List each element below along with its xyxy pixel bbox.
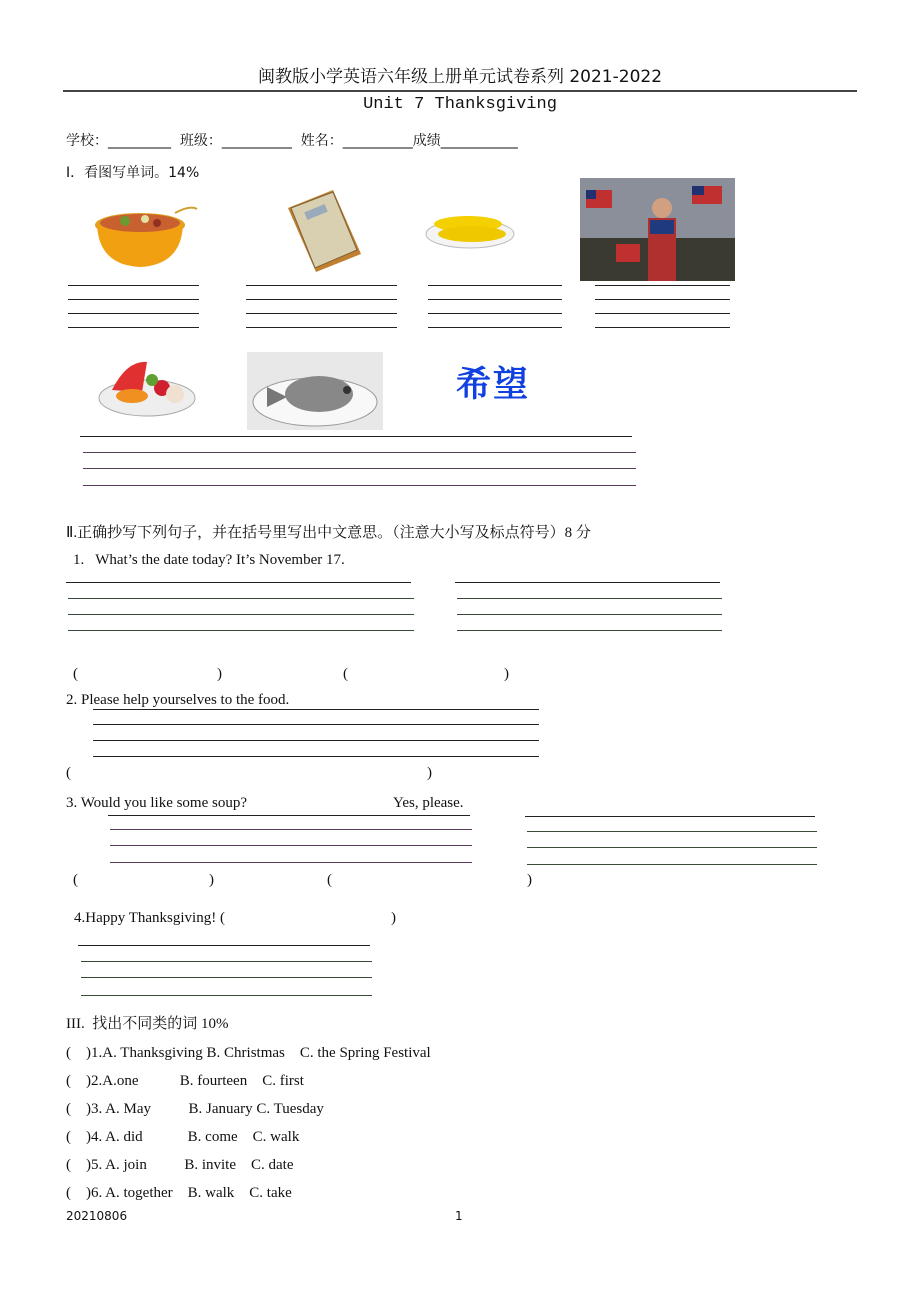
question-2: 2. Please help yourselves to the food. xyxy=(66,692,290,708)
writing-line xyxy=(68,598,414,599)
writing-line xyxy=(83,452,636,453)
hope-characters-image: 希望 xyxy=(456,365,531,405)
writing-line xyxy=(428,313,562,314)
writing-line xyxy=(595,299,730,300)
answer-paren-close: ) xyxy=(527,872,532,888)
writing-line xyxy=(595,313,730,314)
writing-line xyxy=(595,285,730,286)
writing-line xyxy=(68,285,199,286)
writing-line xyxy=(527,847,817,848)
choice-item: ( )3. A. May B. January C. Tuesday xyxy=(66,1101,324,1117)
writing-line xyxy=(81,977,372,978)
question-3: 3. Would you like some soup? xyxy=(66,795,248,811)
writing-line xyxy=(81,961,372,962)
writing-line xyxy=(68,299,199,300)
girl-with-flags-photo xyxy=(580,178,735,281)
writing-line xyxy=(246,313,397,314)
question-1: 1. What’s the date today? It’s November 17. xyxy=(73,552,345,568)
writing-line xyxy=(110,829,472,830)
writing-line xyxy=(93,709,539,710)
writing-line xyxy=(93,756,539,757)
writing-line xyxy=(93,740,539,741)
choice-item: ( )2.A.one B. fourteen C. first xyxy=(66,1073,304,1089)
answer-paren-open: ( xyxy=(343,666,348,682)
choice-item: ( )5. A. join B. invite C. date xyxy=(66,1157,294,1173)
section3-title: III. 找出不同类的词 10% xyxy=(66,1016,229,1032)
writing-line xyxy=(428,327,562,328)
writing-line xyxy=(527,864,817,865)
soup-pot-image xyxy=(85,195,203,273)
writing-line xyxy=(108,815,470,816)
book-image xyxy=(283,188,363,274)
writing-line xyxy=(428,299,562,300)
writing-line xyxy=(457,598,722,599)
footer-code: 20210806 xyxy=(66,1209,128,1223)
writing-line xyxy=(68,327,199,328)
section2-title: Ⅱ.正确抄写下列句子，并在括号里写出中文意思。（注意大小写及标点符号）8 分 xyxy=(66,525,591,541)
fish-plate-image xyxy=(247,352,383,430)
writing-line xyxy=(110,862,472,863)
writing-line xyxy=(93,724,539,725)
writing-line xyxy=(68,630,414,631)
answer-paren-close: ) xyxy=(209,872,214,888)
fruit-plate-image xyxy=(97,350,197,420)
writing-line xyxy=(455,582,720,583)
writing-line xyxy=(595,327,730,328)
unit-title: Unit 7 Thanksgiving xyxy=(363,95,557,114)
choice-item: ( )6. A. together B. walk C. take xyxy=(66,1185,292,1201)
writing-line xyxy=(457,630,722,631)
writing-line xyxy=(246,285,397,286)
answer-paren-open: ( xyxy=(327,872,332,888)
answer-paren-close: ) xyxy=(391,910,396,926)
student-info-line: 学校：_________ 班级：__________ 姓名：__________成绩___________ xyxy=(66,133,518,149)
writing-line xyxy=(68,614,414,615)
writing-line xyxy=(527,831,817,832)
question-3-answer: Yes, please. xyxy=(393,795,464,811)
writing-line xyxy=(81,995,372,996)
answer-paren-close: ) xyxy=(217,666,222,682)
writing-line xyxy=(246,327,397,328)
writing-line xyxy=(78,945,370,946)
writing-line xyxy=(80,436,632,437)
answer-paren-open: ( xyxy=(73,666,78,682)
question-4: 4.Happy Thanksgiving! ( xyxy=(74,910,225,926)
section1-title: Ⅰ．看图写单词。14% xyxy=(66,165,200,181)
answer-paren-open: ( xyxy=(73,872,78,888)
series-title: 闽教版小学英语六年级上册单元试卷系列 2021-2022 xyxy=(257,67,663,87)
writing-line xyxy=(457,614,722,615)
choice-item: ( )1.A. Thanksgiving B. Christmas C. the Spring Festival xyxy=(66,1045,431,1061)
writing-line xyxy=(110,845,472,846)
writing-line xyxy=(83,485,636,486)
writing-line xyxy=(428,285,562,286)
header-rule xyxy=(63,90,857,92)
writing-line xyxy=(525,816,815,817)
choice-item: ( )4. A. did B. come C. walk xyxy=(66,1129,300,1145)
writing-line xyxy=(68,313,199,314)
answer-paren-open: ( xyxy=(66,765,71,781)
answer-paren-close: ) xyxy=(427,765,432,781)
page-number: 1 xyxy=(455,1209,463,1223)
writing-line xyxy=(83,468,636,469)
writing-line xyxy=(66,582,411,583)
writing-line xyxy=(246,299,397,300)
answer-paren-close: ) xyxy=(504,666,509,682)
corn-image xyxy=(424,204,518,252)
